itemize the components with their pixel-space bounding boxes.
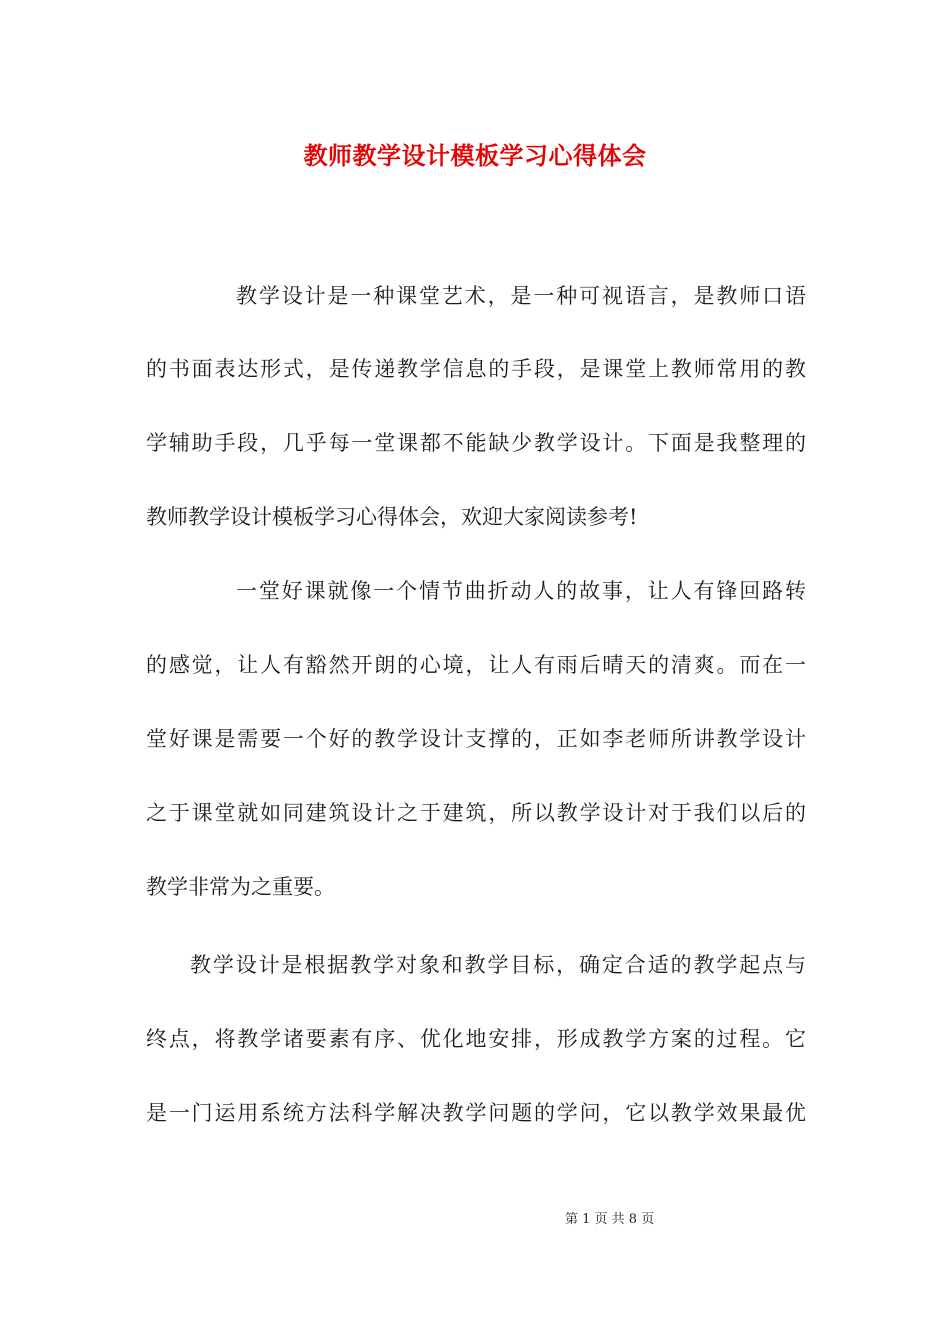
paragraph-2-line-3: 堂好课是需要一个好的教学设计支撑的，正如李老师所讲教学设计 [146, 727, 806, 751]
paragraph-2-line-1: 一堂好课就像一个情节曲折动人的故事，让人有锋回路转 [236, 579, 806, 603]
paragraph-2-line-5: 教学非常为之重要。 [146, 875, 335, 899]
paragraph-1-line-3: 学辅助手段，几乎每一堂课都不能缺少教学设计。下面是我整理的 [146, 431, 806, 455]
document-title: 教师教学设计模板学习心得体会 [303, 141, 647, 170]
paragraph-3-line-2: 终点，将教学诸要素有序、优化地安排，形成教学方案的过程。它 [146, 1027, 806, 1051]
paragraph-1-line-2: 的书面表达形式，是传递教学信息的手段，是课堂上教师常用的教 [146, 357, 806, 381]
page-number-footer: 第 1 页 共 8 页 [565, 1212, 655, 1227]
paragraph-3-line-3: 是一门运用系统方法科学解决教学问题的学问，它以教学效果最优 [146, 1101, 806, 1125]
paragraph-1-line-4: 教师教学设计模板学习心得体会，欢迎大家阅读参考! [146, 505, 638, 529]
paragraph-1-line-1: 教学设计是一种课堂艺术，是一种可视语言，是教师口语 [236, 284, 806, 308]
paragraph-2-line-4: 之于课堂就如同建筑设计之于建筑，所以教学设计对于我们以后的 [146, 801, 806, 825]
paragraph-2-line-2: 的感觉，让人有豁然开朗的心境，让人有雨后晴天的清爽。而在一 [146, 653, 806, 677]
paragraph-3-line-1: 教学设计是根据教学对象和教学目标，确定合适的教学起点与 [190, 953, 806, 977]
